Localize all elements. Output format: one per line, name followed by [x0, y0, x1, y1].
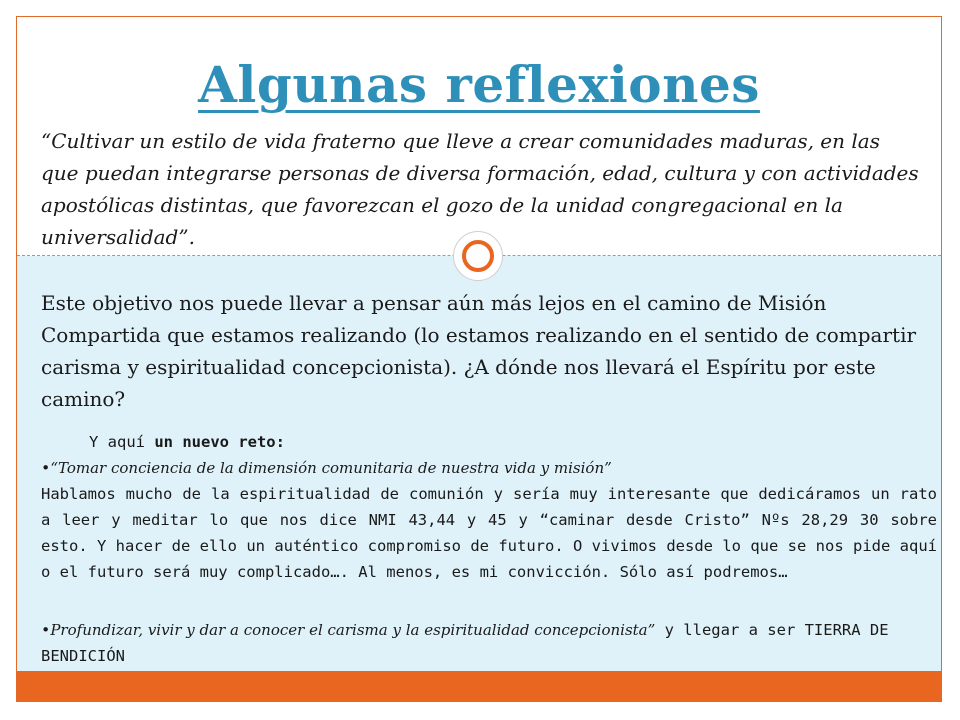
- quote-text: “Cultivar un estilo de vida fraterno que lleve a crear comunidades maduras, en las que puedan integrarse personas de diversa formación, edad, cultura y con actividades apostólicas distintas, que favorezcan el gozo de la unidad congregacional en la universalidad”.: [41, 129, 919, 249]
- challenge-prefix: Y aquí: [89, 433, 155, 451]
- bullet-1-text: “Tomar conciencia de la dimensión comunitaria de nuestra vida y misión”: [50, 459, 612, 477]
- circle-ring-icon: [462, 240, 494, 272]
- bullet-2-rest: y llegar a ser TIERRA DE BENDICIÓN: [41, 621, 889, 665]
- bullet-item-2: [41, 617, 937, 669]
- communion-paragraph: Hablamos mucho de la espiritualidad de comunión y sería muy interesante que dedicáramos un rato a leer y meditar lo que nos dice NMI 43,44 y 45 y “caminar desde Cristo” Nºs 28,29 30 sobre esto. Y hacer de ello un auténtico compromiso de futuro. O vivimos desde lo que se nos pide aquí o el futuro será muy complicado…. Al menos, es mi convicción. Sólo así podremos…: [41, 485, 937, 581]
- footer-accent-bar: [17, 671, 941, 701]
- bullet-2-italic: Profundizar, vivir y dar a conocer el carisma y la espiritualidad concepcionista”: [50, 621, 656, 639]
- objective-paragraph: Este objetivo nos puede llevar a pensar aún más lejos en el camino de Misión Compartida que estamos realizando (lo estamos realizando en el sentido de compartir carisma y espiritualidad concepcionista). ¿A dónde nos llevará el Espíritu por este camino?: [41, 291, 917, 411]
- slide-title: Algunas reflexiones: [198, 55, 760, 114]
- challenge-bold: un nuevo reto:: [154, 433, 285, 451]
- challenge-heading: [41, 429, 942, 455]
- decorative-circle-icon: [453, 231, 503, 281]
- bullet-marker: •: [41, 459, 51, 477]
- slide-frame: [16, 16, 942, 702]
- bullet-marker: •: [41, 621, 51, 639]
- bullet-item-1: [41, 455, 937, 481]
